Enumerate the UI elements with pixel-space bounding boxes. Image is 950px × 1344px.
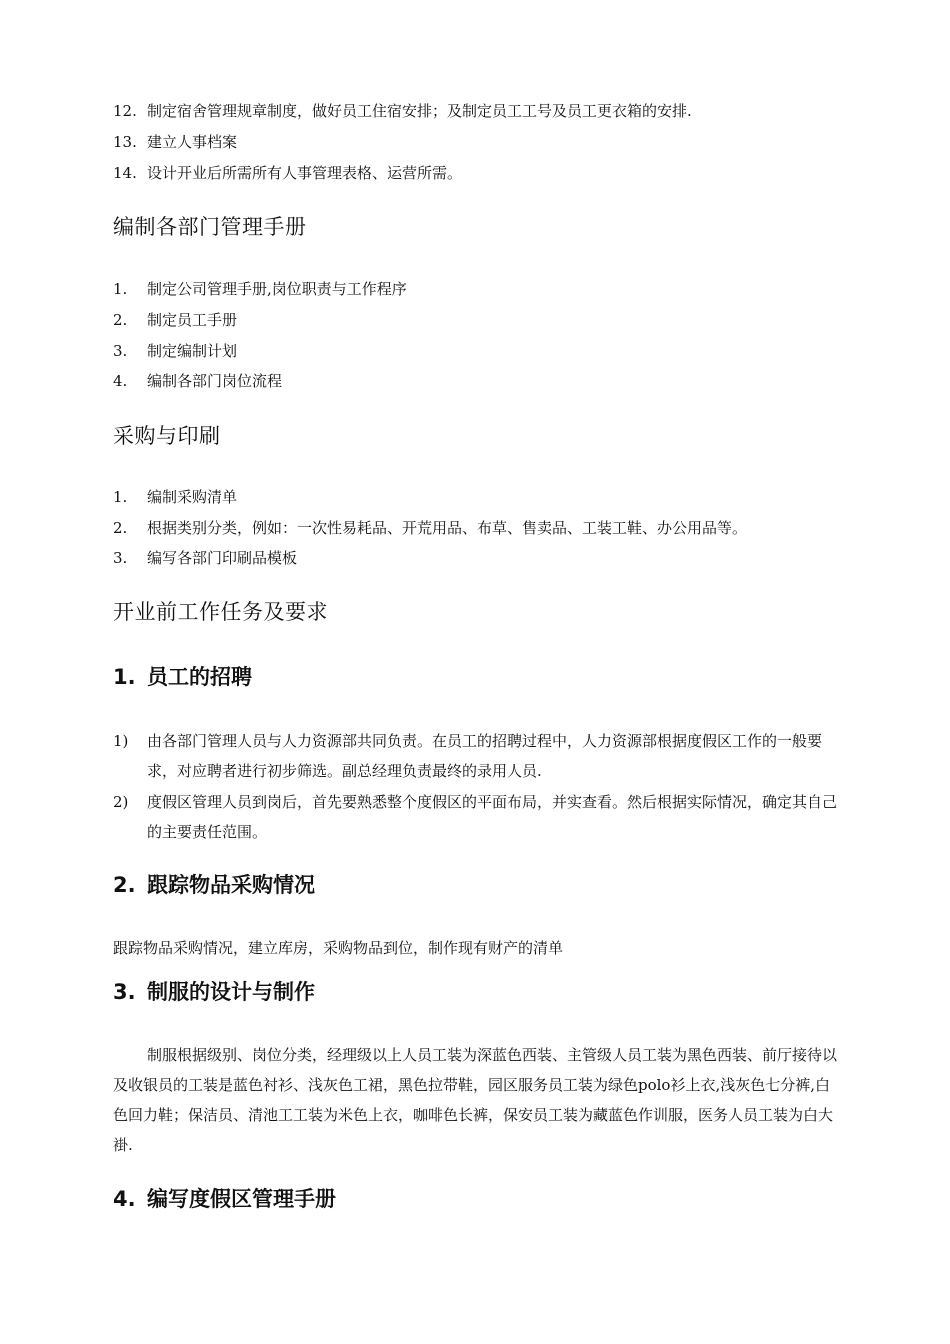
list-text: 建立人事档案 (147, 133, 238, 151)
subsection-heading-recruitment (113, 663, 252, 691)
list-text: 设计开业后所需所有人事管理表格、运营所需。 (147, 164, 463, 182)
list-item (113, 158, 843, 188)
list-text: 编制采购清单 (147, 488, 238, 506)
subsection-number: 2. (113, 873, 136, 897)
subsection-title: 跟踪物品采购情况 (147, 873, 315, 897)
list-item (113, 366, 843, 396)
list-item (113, 96, 843, 126)
list-text: 根据类别分类，例如：一次性易耗品、开荒用品、布草、售卖品、工装工鞋、办公用品等。 (147, 519, 748, 537)
list-number: 3. (113, 342, 128, 360)
paragraph: 跟踪物品采购情况，建立库房，采购物品到位，制作现有财产的清单 (113, 939, 564, 957)
list-text: 制定编制计划 (147, 342, 238, 360)
list-text: 制定公司管理手册,岗位职责与工作程序 (147, 280, 407, 298)
subsection-title: 员工的招聘 (147, 665, 252, 689)
subsection-number: 4. (113, 1187, 136, 1211)
subsection-heading-manual (113, 1185, 336, 1213)
list-item (113, 787, 843, 847)
section-heading-purchase: 采购与印刷 (113, 424, 221, 448)
list-text: 编写各部门印刷品模板 (147, 549, 298, 567)
list-text: 由各部门管理人员与人力资源部共同负责。在员工的招聘过程中，人力资源部根据度假区工作的一般要求，对应聘者进行初步筛选。副总经理负责最终的录用人员. (147, 732, 823, 780)
list-item (113, 513, 843, 543)
list-item (113, 274, 843, 304)
list-item (113, 726, 843, 786)
subsection-heading-uniforms (113, 978, 315, 1006)
subsection-number: 3. (113, 980, 136, 1004)
list-number: 14. (113, 164, 137, 182)
section-heading-preopen: 开业前工作任务及要求 (113, 600, 328, 624)
list-number: 1) (113, 732, 129, 750)
list-number: 13. (113, 133, 137, 151)
list-number: 2. (113, 519, 128, 537)
subsection-heading-purchase-tracking (113, 871, 315, 899)
list-number: 1. (113, 488, 128, 506)
list-item (113, 336, 843, 366)
list-number: 1. (113, 280, 128, 298)
list-number: 3. (113, 549, 128, 567)
list-number: 2) (113, 793, 129, 811)
subsection-title: 制服的设计与制作 (147, 980, 315, 1004)
list-text: 编制各部门岗位流程 (147, 372, 283, 390)
list-item (113, 543, 843, 573)
list-item (113, 482, 843, 512)
subsection-number: 1. (113, 665, 136, 689)
list-number: 4. (113, 372, 128, 390)
list-text: 制定宿舍管理规章制度，做好员工住宿安排；及制定员工工号及员工更衣箱的安排. (147, 102, 692, 120)
section-heading-manuals: 编制各部门管理手册 (113, 215, 307, 239)
paragraph: 制服根据级别、岗位分类，经理级以上人员工装为深蓝色西装、主管级人员工装为黑色西装、前厅接待以及收银员的工装是蓝色衬衫、浅灰色工裙，黑色拉带鞋，园区服务员工装为绿色polo衫上衣,浅灰色七分裤,白色回力鞋；保洁员、清池工工装为米色上衣，咖啡色长裤，保安员工装为藏蓝色作训服，医务人员工装为白大褂. (113, 1046, 838, 1154)
list-item (113, 305, 843, 335)
list-item (113, 127, 843, 157)
list-text: 制定员工手册 (147, 311, 238, 329)
subsection-title: 编写度假区管理手册 (147, 1187, 336, 1211)
list-number: 2. (113, 311, 128, 329)
list-number: 12. (113, 102, 137, 120)
list-text: 度假区管理人员到岗后，首先要熟悉整个度假区的平面布局，并实查看。然后根据实际情况，确定其自己的主要责任范围。 (147, 793, 838, 841)
